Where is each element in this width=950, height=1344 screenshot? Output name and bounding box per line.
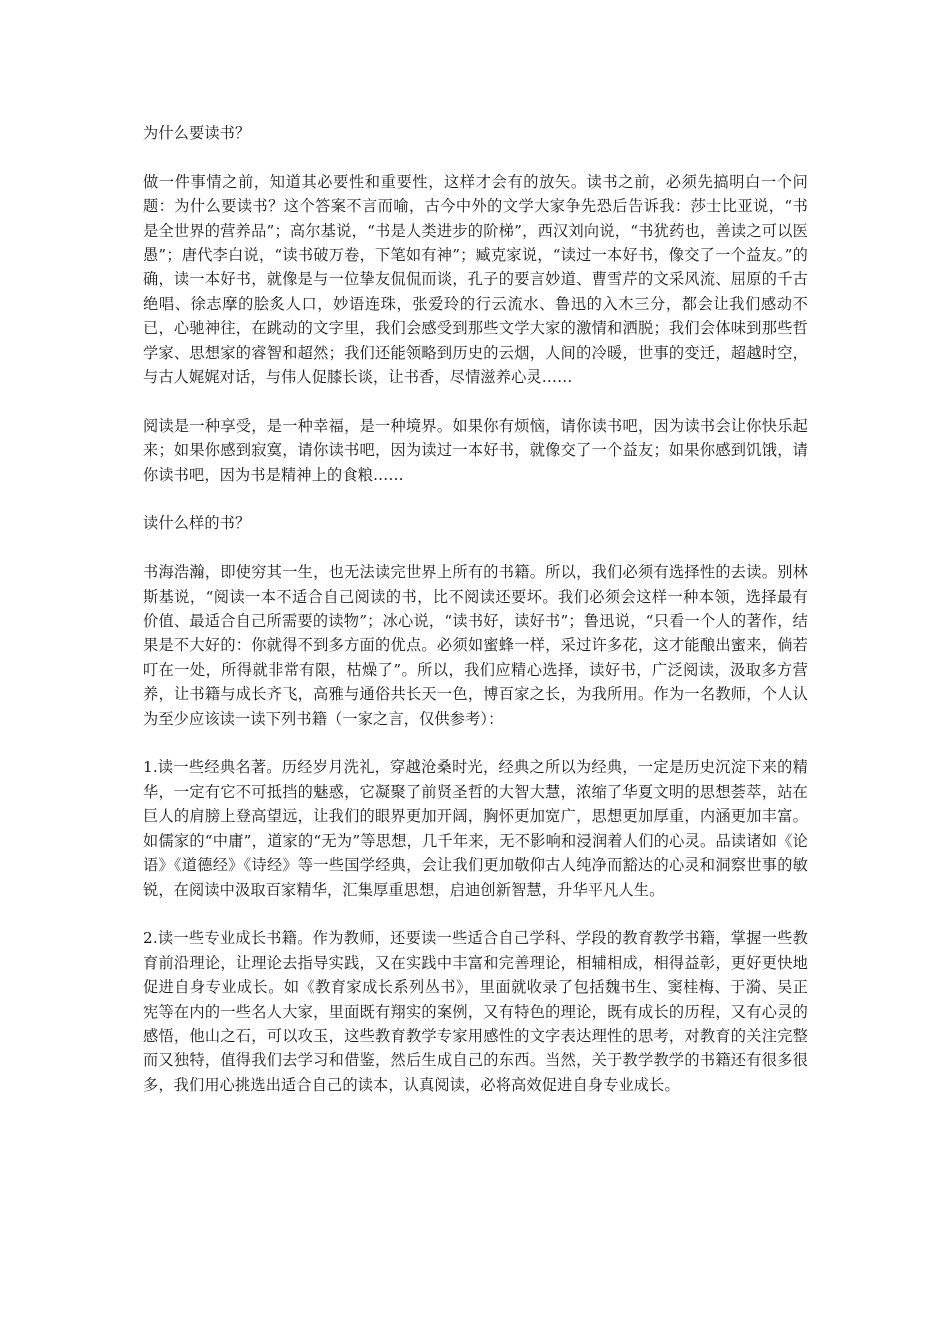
paragraph-spacer	[143, 145, 808, 169]
paragraph-professional-books: 2.读一些专业成长书籍。作为教师，还要读一些适合自己学科、学段的教育教学书籍，掌握一些教育前沿理论，让理论去指导实践，又在实践中丰富和完善理论，相辅相成，相得益彰，更好更快地促进自身专业成长。如《教育家成长系列丛书》，里面就收录了包括魏书生、窦桂梅、于漪、吴正宪等在内的一些名人大家，里面既有翔实的案例，又有特色的理论，既有成长的历程，又有心灵的感悟，他山之石，可以攻玉，这些教育教学专家用感性的文字表达理性的思考，对教育的关注完整而又独特，值得我们去学习和借鉴，然后生成自己的东西。当然，关于教学教学的书籍还有很多很多，我们用心挑选出适合自己的读本，认真阅读，必将高效促进自身专业成长。	[143, 929, 808, 1094]
paragraph-spacer	[143, 536, 808, 560]
paragraph-classics: 1.读一些经典名著。历经岁月洗礼，穿越沧桑时光，经典之所以为经典，一定是历史沉淀下来的精华，一定有它不可抵挡的魅惑，它凝聚了前贤圣哲的大智大慧，浓缩了华夏文明的思想荟萃，站在巨人的肩膀上登高望远，让我们的眼界更加开阔，胸怀更加宽广，思想更加厚重，内涵更加丰富。如儒家的“中庸”，道家的“无为”等思想，几千年来，无不影响和浸润着人们的心灵。品读诸如《论语》《道德经》《诗经》等一些国学经典，会让我们更加敬仰古人纯净而豁达的心灵和洞察世事的敏锐，在阅读中汲取百家精华，汇集厚重思想，启迪创新智慧，升华平凡人生。	[143, 758, 808, 899]
paragraph-spacer	[143, 487, 808, 511]
section-heading-what-to-read: 读什么样的书？	[143, 514, 251, 533]
paragraph-choose-books: 书海浩瀚，即使穷其一生，也无法读完世界上所有的书籍。所以，我们必须有选择性的去读。别林斯基说，“阅读一本不适合自己阅读的书，比不阅读还要坏。我们必须会这样一种本领，选择最有价值、最适合自己所需要的读物”；冰心说，“读书好，读好书”；鲁迅说，“只看一个人的著作，结果是不大好的：你就得不到多方面的优点。必须如蜜蜂一样，采过许多花，这才能酿出蜜来，倘若叮在一处，所得就非常有限，枯燥了”。所以，我们应精心选择，读好书，广泛阅读，汲取多方营养，让书籍与成长齐飞，高雅与通俗共长天一色，博百家之长，为我所用。作为一名教师，个人认为至少应该读一读下列书籍（一家之言，仅供参考）：	[143, 563, 808, 728]
paragraph-reading-joy: 阅读是一种享受，是一种幸福，是一种境界。如果你有烦恼，请你读书吧，因为读书会让你快乐起来；如果你感到寂寞，请你读书吧，因为读过一本好书，就像交了一个益友；如果你感到饥饿，请你读书吧，因为书是精神上的食粮……	[143, 416, 808, 484]
paragraph-spacer	[143, 902, 808, 926]
paragraph-spacer	[143, 389, 808, 413]
paragraph-spacer	[143, 731, 808, 755]
paragraph-why-read-intro: 做一件事情之前，知道其必要性和重要性，这样才会有的放矢。读书之前，必须先搞明白一个问题：为什么要读书？这个答案不言而喻，古今中外的文学大家争先恐后告诉我：莎士比亚说，“书是全世界的营养品”；高尔基说，“书是人类进步的阶梯”，西汉刘向说，“书犹药也，善读之可以医愚”；唐代李白说，“读书破万卷，下笔如有神”；臧克家说，“读过一本好书，像交了一个益友。”的确，读一本好书，就像是与一位挚友侃侃而谈，孔子的要言妙道、曹雪芹的文采风流、屈原的千古绝唱、徐志摩的脍炙人口，妙语连珠，张爱玲的行云流水、鲁迅的入木三分，都会让我们感动不已，心驰神往，在跳动的文字里，我们会感受到那些文学大家的激情和洒脱；我们会体味到那些哲学家、思想家的睿智和超然；我们还能领略到历史的云烟，人间的冷暖，世事的变迁，超越时空，与古人娓娓对话，与伟人促膝长谈，让书香，尽情滋养心灵……	[143, 172, 808, 387]
document-body	[143, 121, 808, 1097]
section-heading-why-read: 为什么要读书？	[143, 124, 251, 142]
